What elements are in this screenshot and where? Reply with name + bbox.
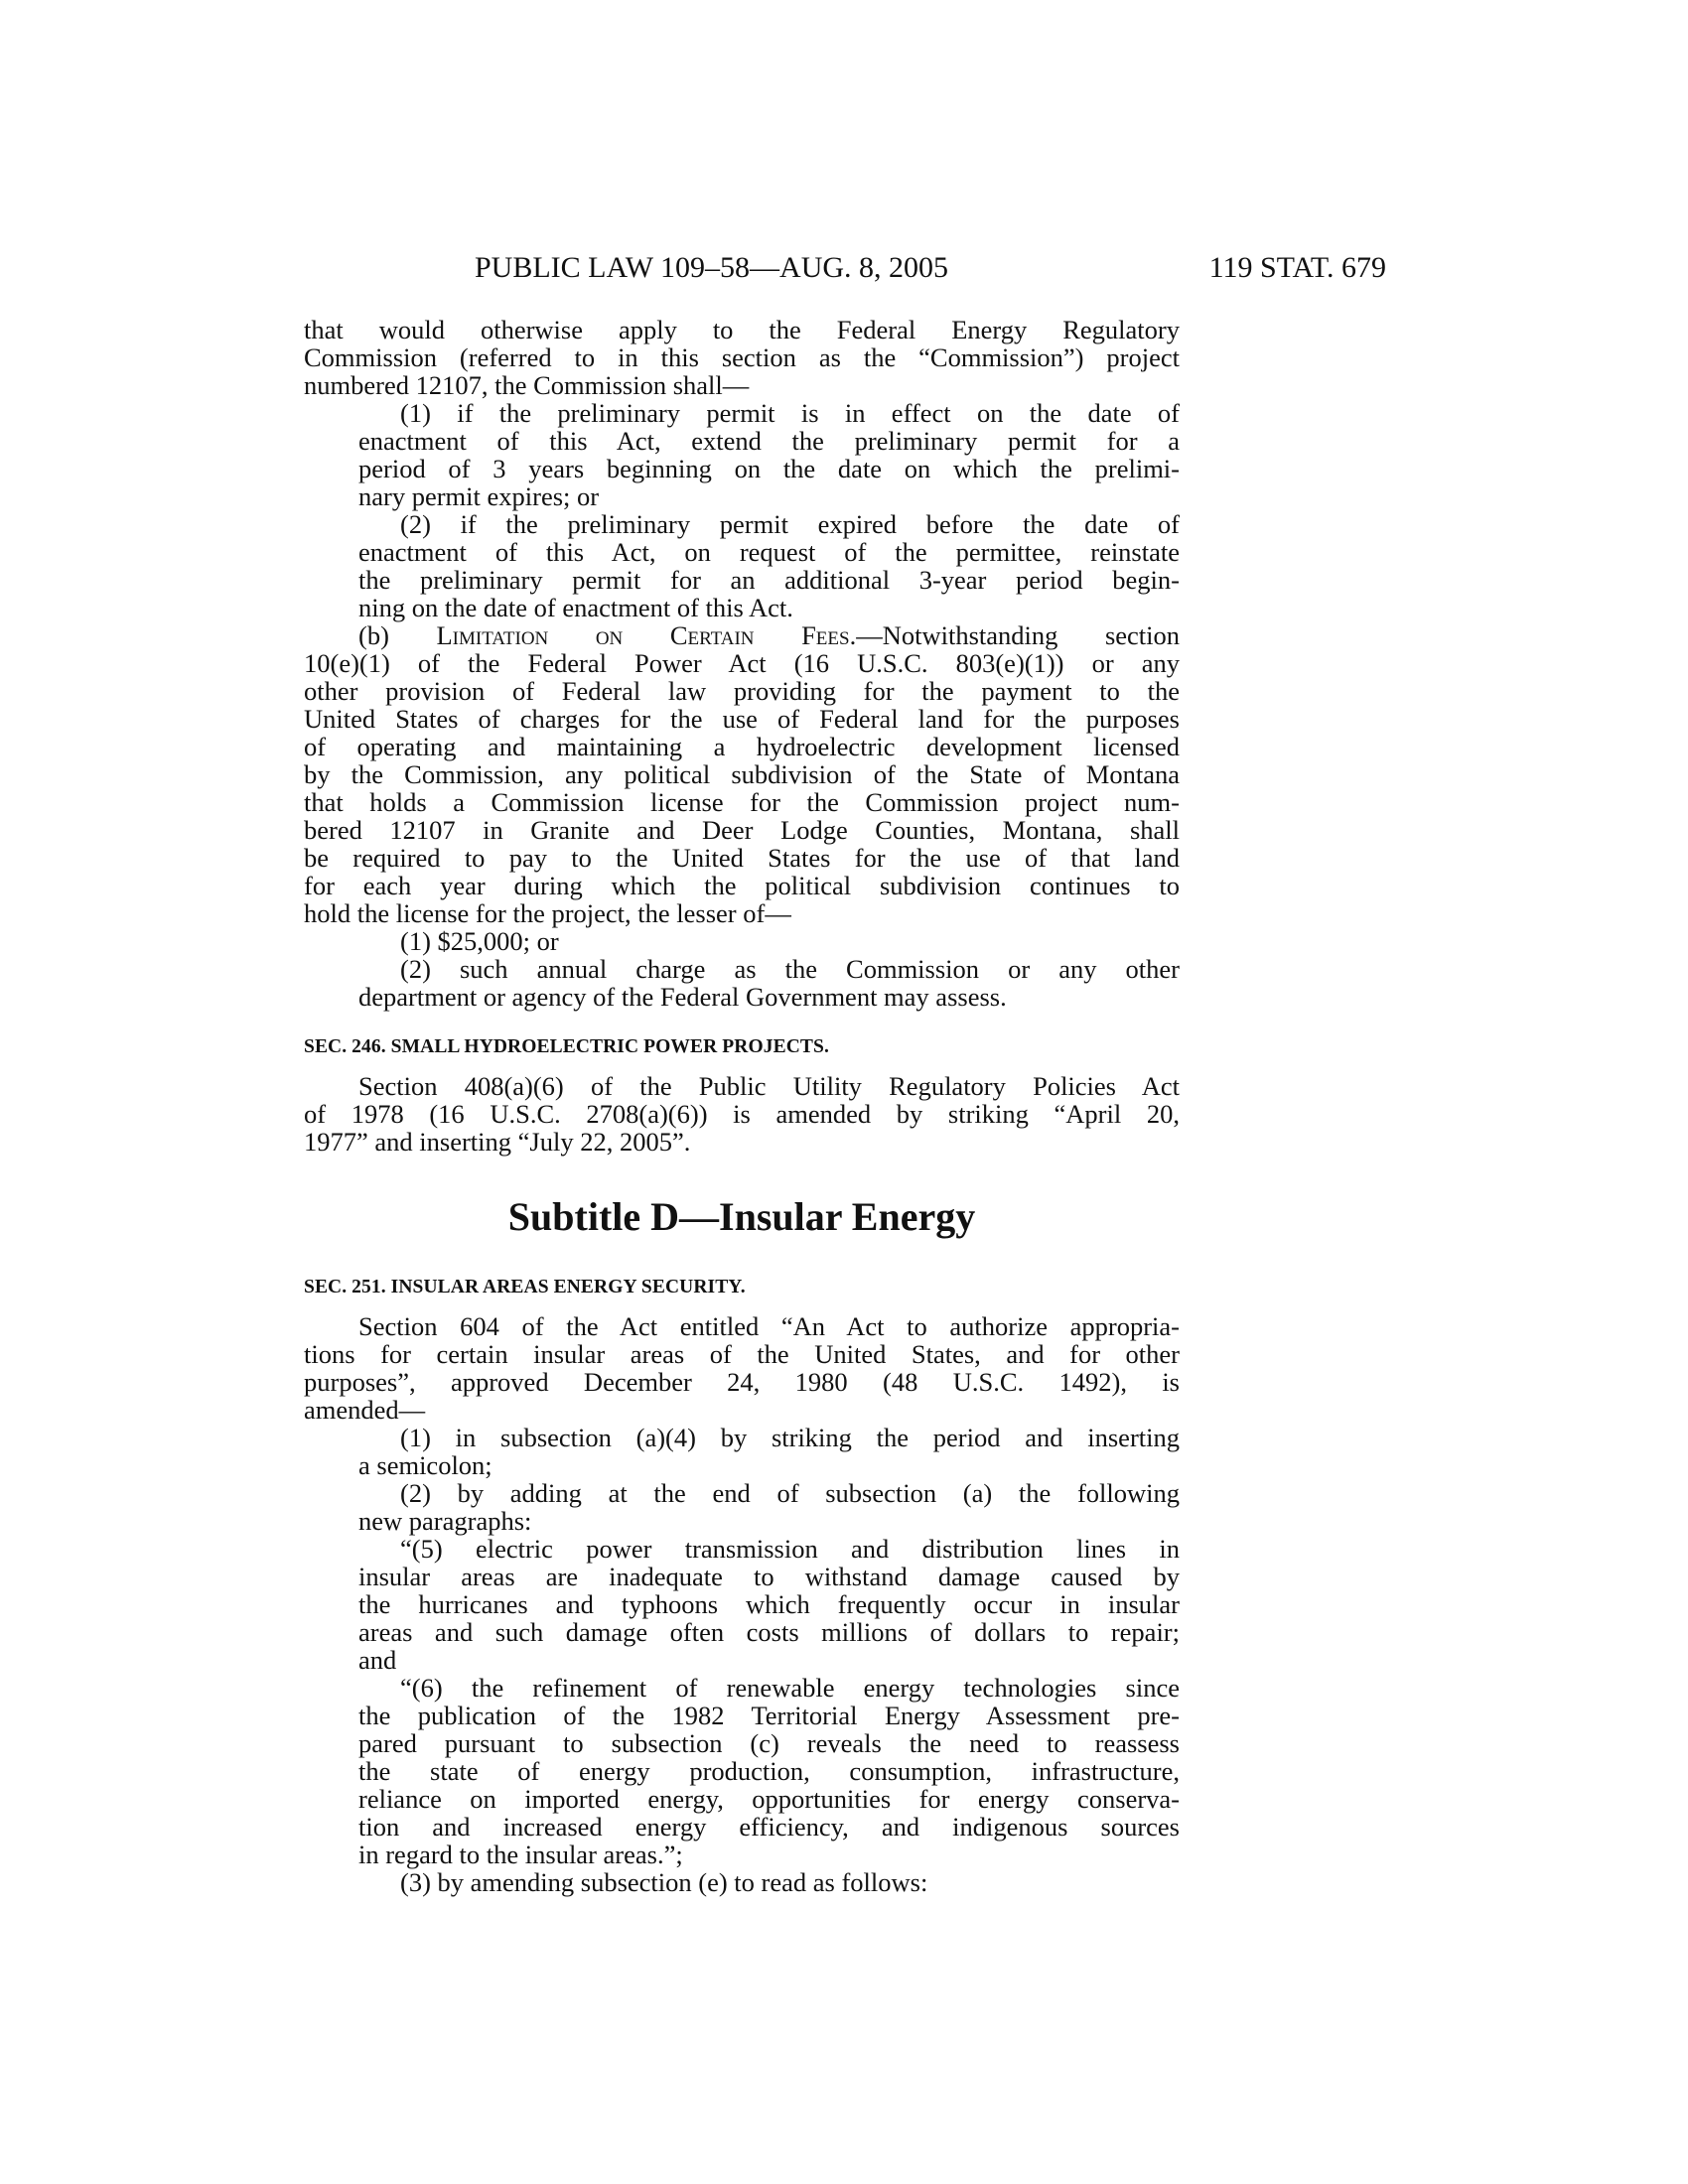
page-body [304, 316, 1180, 1896]
text-line: United States of charges for the use of Federal land for the purposes [304, 704, 1180, 734]
text-line: ning on the date of enactment of this Act. [358, 593, 793, 622]
text-line: tions for certain insular areas of the United States, and for other [304, 1339, 1180, 1369]
text-line: (1) in subsection (a)(4) by striking the period and inserting [400, 1423, 1180, 1452]
subsection-b [304, 621, 1180, 927]
text-line: and [358, 1645, 397, 1675]
text-line: purposes”, approved December 24, 1980 (48 U.S.C. 1492), is [304, 1367, 1180, 1397]
paragraph-251-2 [304, 1479, 1180, 1535]
text-line: the hurricanes and typhoons which frequently occur in insular [358, 1589, 1180, 1619]
text-line: (1) if the preliminary permit is in effect on the date of [400, 398, 1180, 428]
text-line: enactment of this Act, extend the preliminary permit for a [358, 426, 1180, 456]
statute-page-number: 119 STAT. 679 [1208, 251, 1386, 284]
text-line: Section 604 of the Act entitled “An Act to authorize appropria- [358, 1311, 1180, 1341]
section-251-heading: SEC. 251. INSULAR AREAS ENERGY SECURITY. [304, 1277, 746, 1297]
paragraph-b1: (1) $25,000; or [400, 926, 559, 956]
subsection-label: (b) [358, 620, 437, 650]
paragraph-b2 [304, 955, 1180, 1011]
text-line: other provision of Federal law providing for the payment to the [304, 676, 1180, 706]
text-line: of 1978 (16 U.S.C. 2708(a)(6)) is amended by striking “April 20, [304, 1099, 1180, 1129]
text-line: the state of energy production, consumption, infrastructure, [358, 1756, 1180, 1786]
section-246-text [304, 1072, 1180, 1156]
text-line: (2) if the preliminary permit expired before the date of [400, 509, 1180, 539]
text-line: new paragraphs: [358, 1506, 532, 1536]
text-line: enactment of this Act, on request of the permittee, reinstate [358, 537, 1180, 567]
text-line: the preliminary permit for an additional 3-year period begin- [358, 565, 1180, 595]
paragraph-251-5 [304, 1535, 1180, 1674]
section-251-text [304, 1312, 1180, 1424]
text-line: be required to pay to the United States for the use of that land [304, 843, 1180, 873]
paragraph-251-1 [304, 1424, 1180, 1479]
text-line: period of 3 years beginning on the date on which the prelimi- [358, 454, 1180, 483]
text-line: Section 408(a)(6) of the Public Utility Regulatory Policies Act [358, 1071, 1180, 1101]
text-line: insular areas are inadequate to withstand damage caused by [358, 1562, 1180, 1591]
text-line: bered 12107 in Granite and Deer Lodge Counties, Montana, shall [304, 815, 1180, 845]
text-line: that would otherwise apply to the Federal Energy Regulatory [304, 315, 1180, 344]
text-line: amended— [304, 1395, 426, 1425]
text-line: numbered 12107, the Commission shall— [304, 370, 750, 400]
section-246-heading: SEC. 246. SMALL HYDROELECTRIC POWER PROJECTS. [304, 1036, 829, 1057]
text-line: the publication of the 1982 Territorial Energy Assessment pre- [358, 1701, 1180, 1730]
paragraph-a2 [304, 510, 1180, 621]
text-line: reliance on imported energy, opportunities for energy conserva- [358, 1784, 1180, 1814]
text-line: nary permit expires; or [358, 481, 600, 511]
paragraph-251-3: (3) by amending subsection (e) to read as follows: [400, 1867, 928, 1897]
text-line: tion and increased energy efficiency, and indigenous sources [358, 1812, 1180, 1842]
paragraph-a1 [304, 399, 1180, 510]
text-line: in regard to the insular areas.”; [358, 1840, 683, 1869]
running-header [304, 248, 1386, 288]
text-line: department or agency of the Federal Government may assess. [358, 982, 1007, 1012]
text-line: pared pursuant to subsection (c) reveals the need to reassess [358, 1728, 1180, 1758]
text-line: Commission (referred to in this section as the “Commission”) project [304, 342, 1180, 372]
text-line: a semicolon; [358, 1450, 492, 1480]
paragraph-251-6 [304, 1674, 1180, 1868]
subsection-text: —Notwithstanding section [856, 620, 1181, 650]
text-line: of operating and maintaining a hydroelectric development licensed [304, 732, 1180, 761]
text-line: “(6) the refinement of renewable energy technologies since [400, 1673, 1180, 1703]
text-line: “(5) electric power transmission and distribution lines in [400, 1534, 1180, 1564]
text-line: (2) by adding at the end of subsection (a) the following [400, 1478, 1180, 1508]
subsection-heading: Limitation on Certain Fees. [436, 620, 857, 650]
text-line: (2) such annual charge as the Commission or any other [400, 954, 1180, 984]
header-title: PUBLIC LAW 109–58—AUG. 8, 2005 [475, 251, 949, 284]
intro-paragraph [304, 316, 1180, 399]
text-line: areas and such damage often costs millions of dollars to repair; [358, 1617, 1180, 1647]
text-line: 1977” and inserting “July 22, 2005”. [304, 1127, 691, 1157]
text-line: that holds a Commission license for the Commission project num- [304, 787, 1180, 817]
text-line: hold the license for the project, the lesser of— [304, 898, 791, 928]
text-line: by the Commission, any political subdivision of the State of Montana [304, 759, 1180, 789]
text-line: for each year during which the political subdivision continues to [304, 871, 1180, 900]
text-line [304, 621, 1180, 649]
text-line: 10(e)(1) of the Federal Power Act (16 U.S.C. 803(e)(1)) or any [304, 648, 1180, 678]
subtitle-heading: Subtitle D—Insular Energy [507, 1194, 976, 1239]
